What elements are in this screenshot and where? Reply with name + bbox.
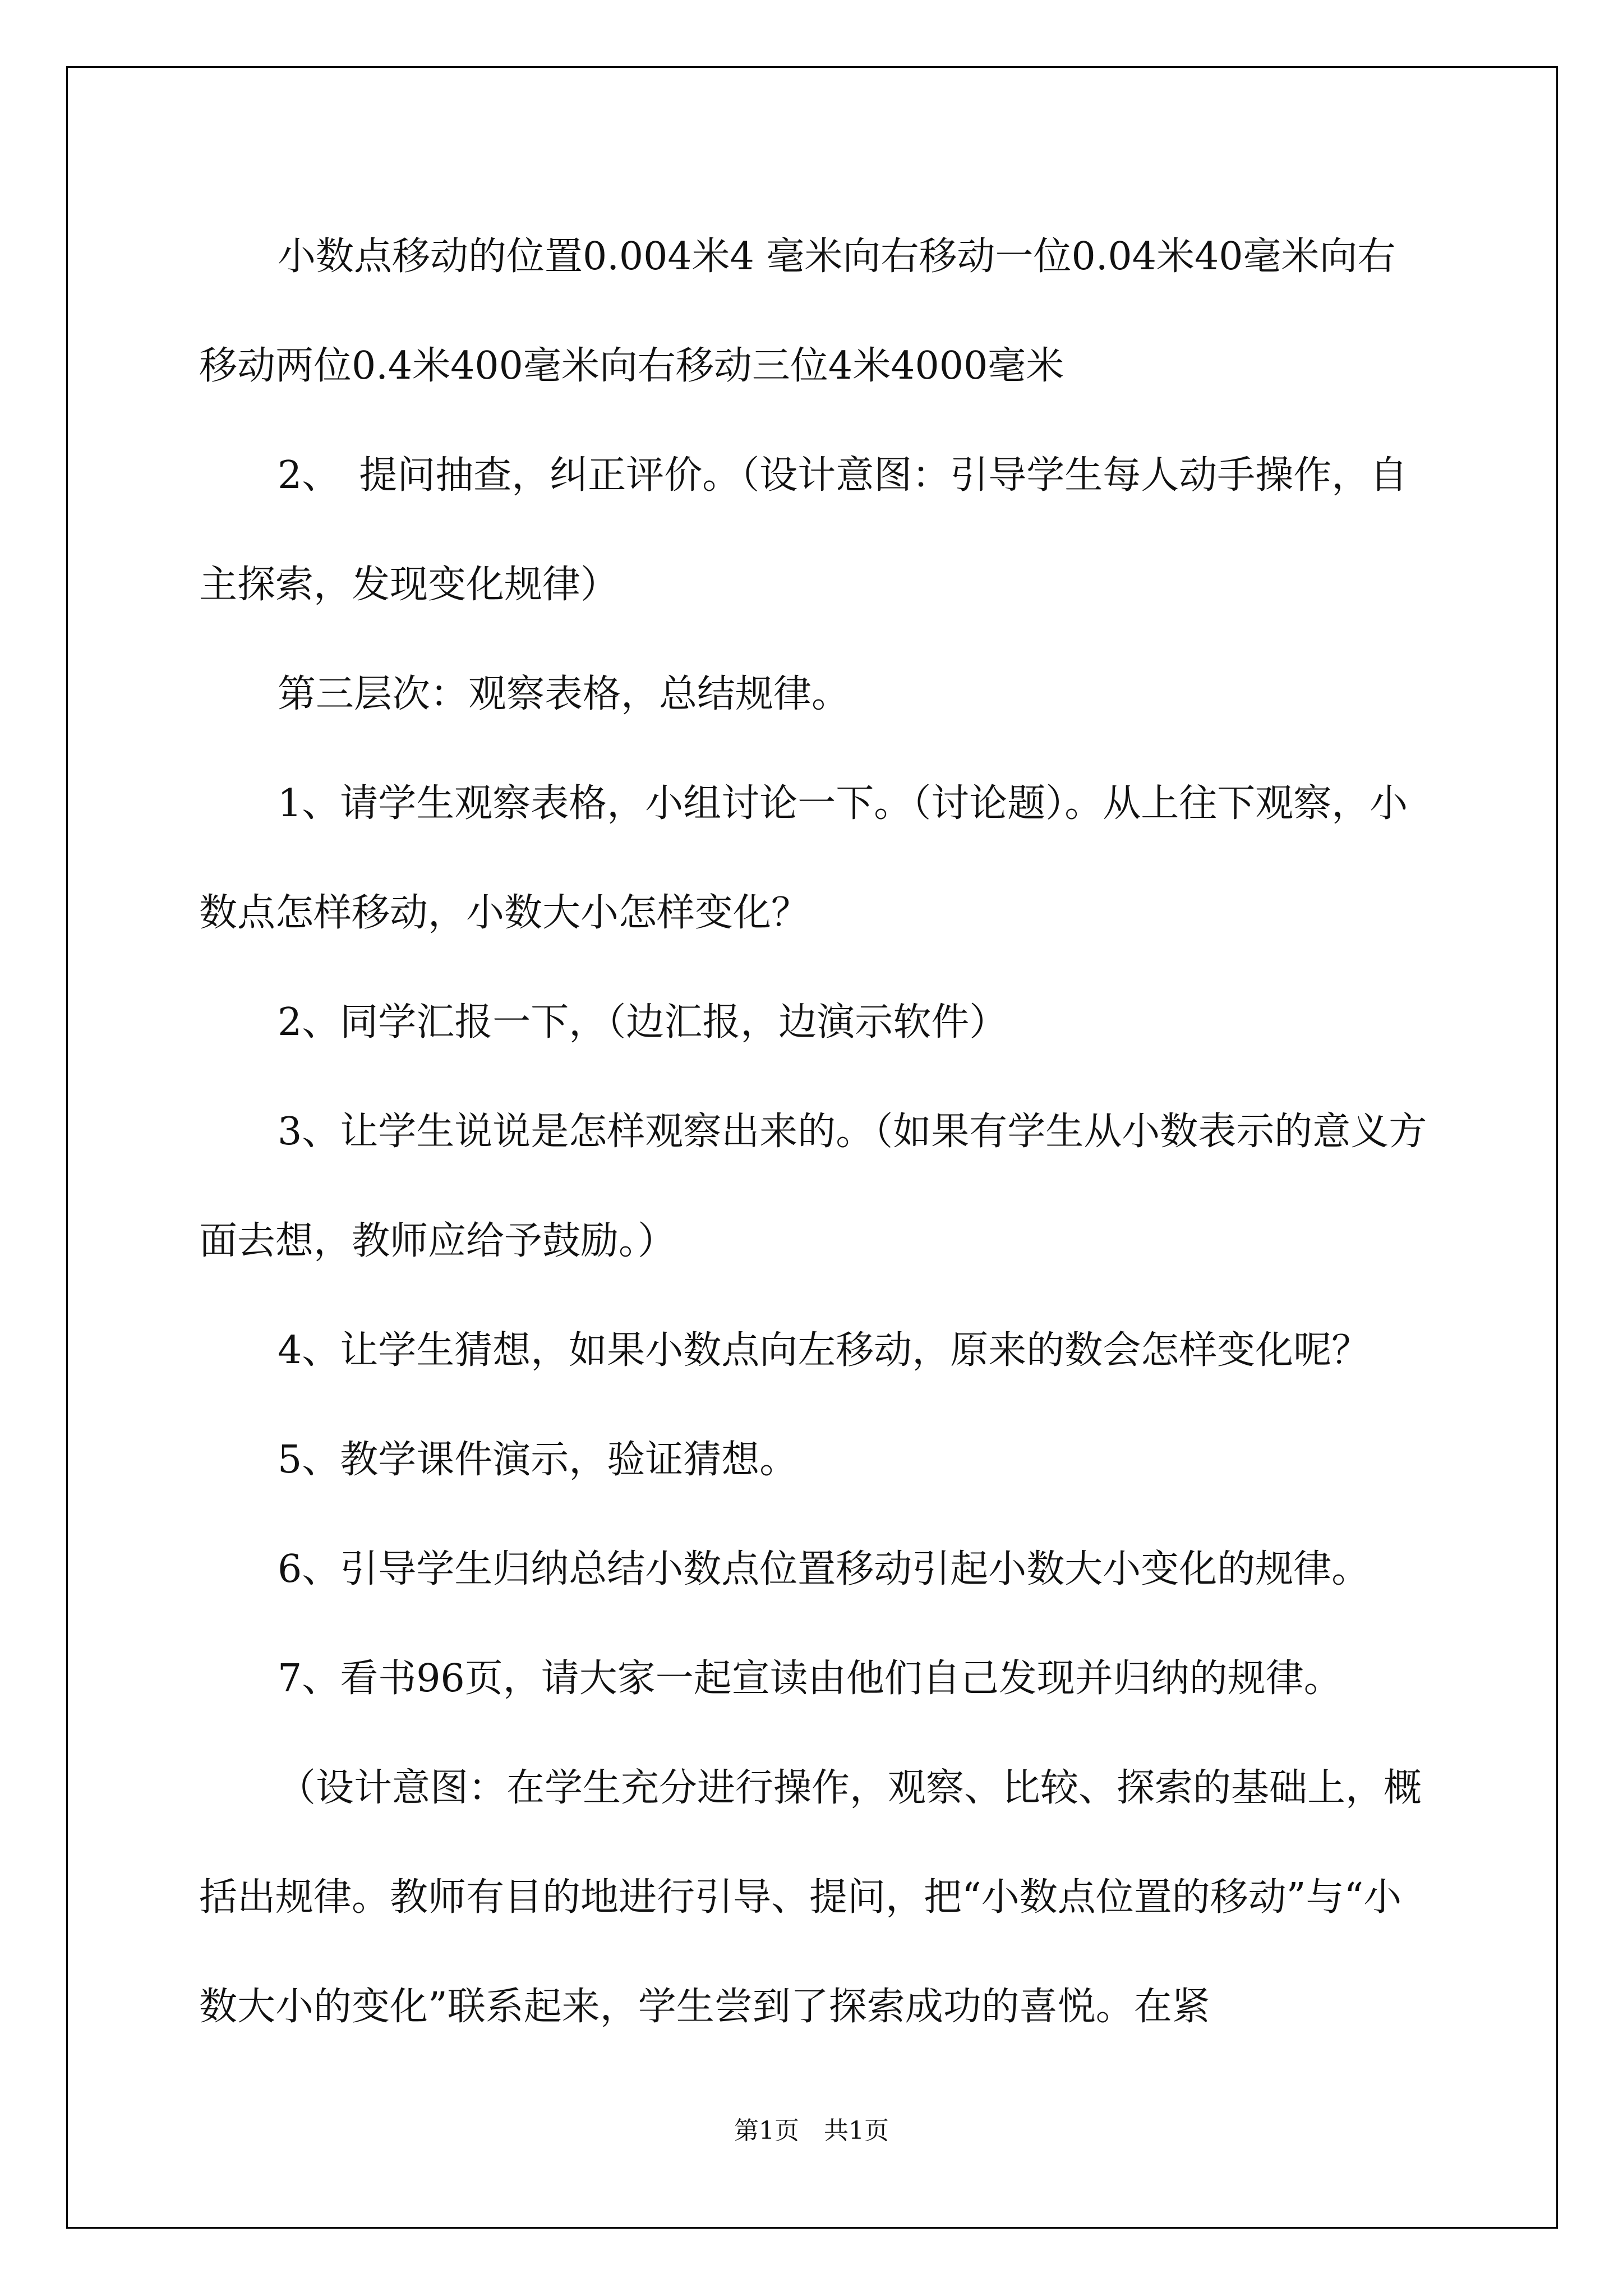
paragraph-5: 2、同学汇报一下，（边汇报，边演示软件） <box>278 1000 1008 1045</box>
paragraph-3: 第三层次：观察表格，总结规律。 <box>278 672 850 716</box>
document-body <box>199 202 1433 2062</box>
paragraph-10: 7、看书96页，请大家一起宣读由他们自己发现并归纳的规律。 <box>278 1657 1342 1701</box>
paragraph-8: 5、教学课件演示，验证猜想。 <box>278 1438 798 1482</box>
paragraph-6: 3、让学生说说是怎样观察出来的。（如果有学生从小数表示的意义方面去想，教师应给予鼓励。） <box>199 1110 1427 1263</box>
paragraph-9: 6、引导学生归纳总结小数点位置移动引起小数大小变化的规律。 <box>278 1547 1370 1591</box>
paragraph-11: （设计意图：在学生充分进行操作，观察、比较、探索的基础上，概括出规律。教师有目的地进行引导、提问，把“小数点位置的移动”与“小数大小的变化”联系起来，学生尝到了探索成功的喜悦。在紧 <box>199 1766 1422 2029</box>
page-footer: 第1页 共1页 <box>734 2116 889 2145</box>
paragraph-1: 小数点移动的位置0.004米4 毫米向右移动一位0.04米40毫米向右移动两位0.4米400毫米向右移动三位4米4000毫米 <box>199 234 1396 388</box>
paragraph-4: 1、请学生观察表格，小组讨论一下。（讨论题）。从上往下观察，小数点怎样移动，小数大小怎样变化？ <box>199 781 1408 935</box>
paragraph-2: 2、 提问抽查，纠正评价。（设计意图：引导学生每人动手操作，自主探索，发现变化规律） <box>199 453 1408 607</box>
paragraph-7: 4、让学生猜想，如果小数点向左移动，原来的数会怎样变化呢？ <box>278 1328 1370 1373</box>
